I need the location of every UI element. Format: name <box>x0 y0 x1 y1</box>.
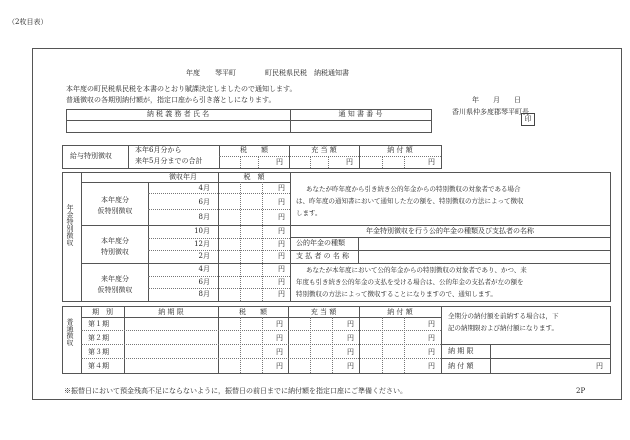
prepay-deadline-label: 納 期 限 <box>448 347 474 355</box>
page-tag: （2枚目表） <box>8 18 48 26</box>
ordinary-deadline-header: 納 期 限 <box>158 308 184 316</box>
group1-month-3: 8月 <box>198 213 210 221</box>
issue-date: 年 月 日 <box>472 96 521 104</box>
salary-paid-header: 充 当 額 <box>311 146 337 154</box>
payer-name-label: 支 払 者 の 名 称 <box>296 252 350 260</box>
yen-label: 円 <box>278 265 285 273</box>
pension-side-label: 年金特別徴収 <box>66 204 74 246</box>
note1-line-3: します。 <box>296 209 322 217</box>
group1-label: 本年度分 仮特別徴収 <box>97 196 133 216</box>
ordinary-tax-header: 税 額 <box>239 308 267 316</box>
page-number: 2P <box>576 387 586 395</box>
group3-month-1: 4月 <box>198 265 210 273</box>
yen-label: 円 <box>278 252 285 260</box>
yen-label: 円 <box>278 278 285 286</box>
pension-type-label: 公的年金の種類 <box>296 239 345 247</box>
ordinary-due-header: 納 付 額 <box>387 308 413 316</box>
issuer: 香川県仲多度郡琴平町長 <box>452 108 529 116</box>
note2-line-3: 特別徴収の方法によって徴収することになりますので、通知します。 <box>296 290 497 298</box>
salary-paid-yen: 円 <box>346 158 353 166</box>
seal-stamp: 印 <box>521 113 535 126</box>
group3-label: 来年度分 仮特別徴収 <box>97 275 133 295</box>
salary-due-yen: 円 <box>428 158 435 166</box>
group1-month-2: 6月 <box>198 198 210 206</box>
note2-line-1: あなたが本年度において公的年金からの特別徴収の対象者であり、かつ、来 <box>306 266 527 274</box>
pension-month-header: 徴収年月 <box>169 173 197 181</box>
yen-label: 円 <box>276 362 283 370</box>
frame-top <box>32 48 622 49</box>
yen-label: 円 <box>428 334 435 342</box>
payer-header: 年金特別徴収を行う公的年金の種類及び支払者の名称 <box>366 227 534 235</box>
group2-month-2: 12月 <box>194 240 210 248</box>
yen-label: 円 <box>278 184 285 192</box>
group3-month-2: 6月 <box>198 278 210 286</box>
frame-bottom <box>32 399 622 400</box>
yen-label: 円 <box>276 334 283 342</box>
intro-line-1: 本年度の町民税県民税を本書のとおり賦課決定しましたので通知します。 <box>66 85 297 93</box>
period-4: 第４期 <box>88 362 109 370</box>
pension-tax-header: 税 額 <box>243 173 265 181</box>
group1-month-1: 4月 <box>198 184 210 192</box>
salary-tax-yen: 円 <box>276 158 283 166</box>
yen-label: 円 <box>278 213 285 221</box>
prepay-line-2: 記の納期限および納付額になります。 <box>448 324 558 332</box>
yen-label: 円 <box>276 348 283 356</box>
yen-label: 円 <box>278 240 285 248</box>
notice-number-header: 通 知 書 番 号 <box>338 110 383 118</box>
ordinary-side-label: 普通徴収 <box>66 318 74 346</box>
salary-due-header: 納 付 額 <box>387 146 413 154</box>
yen-label: 円 <box>347 362 354 370</box>
ordinary-paid-header: 充 当 額 <box>310 308 337 316</box>
prepay-amount-yen: 円 <box>596 362 603 370</box>
year-label: 年度 <box>186 69 200 77</box>
frame-left <box>32 48 33 400</box>
group3-month-3: 8月 <box>198 290 210 298</box>
note2-line-2: 年度も引き続き公的年金の支払を受ける場合は、公的年金の支払者が左の額を <box>296 278 524 286</box>
yen-label: 円 <box>428 362 435 370</box>
yen-label: 円 <box>278 198 285 206</box>
salary-collection-label: 給与特別徴収 <box>70 152 112 160</box>
period-2: 第２期 <box>88 334 109 342</box>
note1-line-2: は、昨年度の通知書において通知した左の額を、特別徴収の方法によって徴収 <box>296 197 524 205</box>
period-3: 第３期 <box>88 348 109 356</box>
salary-period-line-1: 本年6月分から <box>135 146 182 154</box>
period-1: 第１期 <box>88 320 109 328</box>
intro-line-2: 普通徴収の各期別納付額が，指定口座から引き落としになります。 <box>66 96 276 104</box>
ordinary-period-header: 期 別 <box>92 308 113 316</box>
taxpayer-name-header: 納 税 義 務 者 氏 名 <box>146 110 210 118</box>
yen-label: 円 <box>276 320 283 328</box>
frame-right <box>621 48 622 400</box>
yen-label: 円 <box>278 227 285 235</box>
prepay-amount-label: 納 付 額 <box>448 362 474 370</box>
note1-line-1: あなたが昨年度から引き続き公的年金からの特別徴収の対象者である場合 <box>306 185 521 193</box>
prepay-line-1: 全期分の納付額を前納する場合は，下 <box>448 312 559 320</box>
yen-label: 円 <box>347 334 354 342</box>
salary-period-line-2: 来年5月分までの合計 <box>135 157 203 165</box>
group2-label: 本年度分 特別徴収 <box>101 237 129 257</box>
group2-month-3: 2月 <box>198 252 210 260</box>
yen-label: 円 <box>428 320 435 328</box>
yen-label: 円 <box>347 348 354 356</box>
yen-label: 円 <box>428 348 435 356</box>
town-name: 琴平町 <box>215 69 236 77</box>
group2-month-1: 10月 <box>194 227 210 235</box>
notice-title: 町民税県民税 納税通知書 <box>265 69 349 77</box>
yen-label: 円 <box>278 290 285 298</box>
yen-label: 円 <box>347 320 354 328</box>
footer-note: ※振替日において預金残高不足にならないように，振替日の前日までに納付額を指定口座にご準備ください。 <box>64 387 407 395</box>
salary-tax-header: 税 額 <box>240 146 268 154</box>
